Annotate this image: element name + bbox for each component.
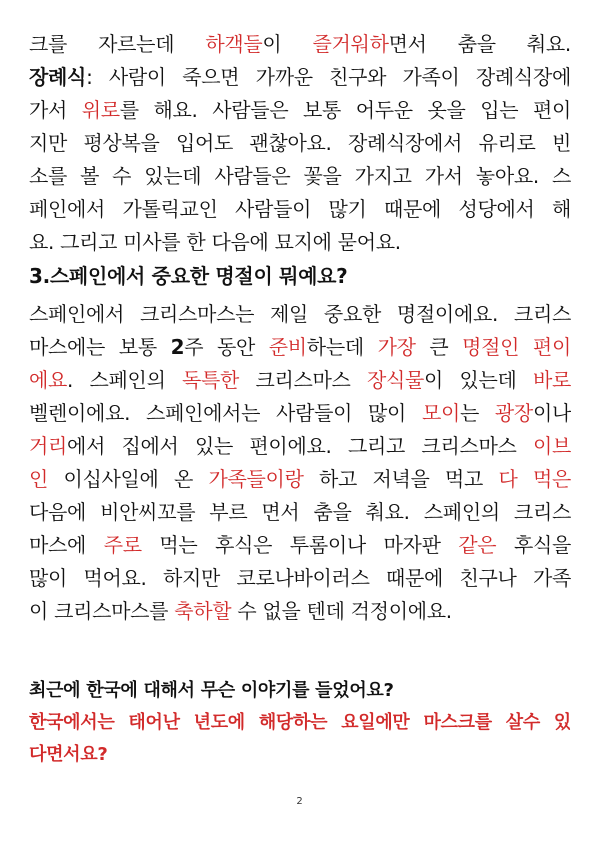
term-funeral: 장례식 [29, 65, 87, 89]
text-line: 많이 먹어요. 하지만 코로나바이러스 때문에 친구나 가족 [29, 566, 571, 590]
page-number: 2 [296, 796, 303, 807]
text-line: 크를 자르는데 하객들이 즐거워하면서 춤을 춰요. [29, 32, 571, 56]
section-heading: 3.스페인에서 중요한 명절이 뭐예요? [29, 264, 348, 288]
text-line: 소를 볼 수 있는데 사람들은 꽃을 가지고 가서 놓아요. 스 [29, 164, 571, 188]
answer-line: 다면서요? [29, 744, 108, 765]
text-line: 가서 위로를 해요. 사람들은 보통 어두운 옷을 입는 편이 [29, 98, 571, 122]
text-line: 마스에 주로 먹는 후식은 투롬이나 마자판 같은 후식을 [29, 533, 571, 557]
text-line: 지만 평상복을 입어도 괜찮아요. 장례식장에서 유리로 빈 [29, 131, 571, 155]
text-line: 장례식: 사람이 죽으면 가까운 친구와 가족이 장례식장에 [29, 65, 571, 89]
text-line: 에요. 스페인의 독특한 크리스마스 장식물이 있는데 바로 [29, 368, 571, 392]
text-line: 요. 그리고 미사를 한 다음에 묘지에 묻어요. [29, 230, 401, 254]
text-line: 인 이십사일에 온 가족들이랑 하고 저녁을 먹고 다 먹은 [29, 467, 571, 491]
answer-line: 한국에서는 태어난 년도에 해당하는 요일에만 마스크를 살수 있 [29, 712, 571, 733]
question-heading: 최근에 한국에 대해서 무슨 이야기를 들었어요? [29, 680, 394, 701]
text-line: 마스에는 보통 2주 동안 준비하는데 가장 큰 명절인 편이 [29, 335, 571, 359]
text-line: 스페인에서 크리스마스는 제일 중요한 명절이에요. 크리스 [29, 302, 571, 326]
text-line: 페인에서 가톨릭교인 사람들이 많기 때문에 성당에서 해 [29, 197, 571, 221]
text-line: 이 크리스마스를 축하할 수 없을 텐데 걱정이에요. [29, 599, 452, 623]
text-line: 벨렌이에요. 스페인에서는 사람들이 많이 모이는 광장이나 [29, 401, 571, 425]
text-line: 다음에 비안씨꼬를 부르 면서 춤을 춰요. 스페인의 크리스 [29, 500, 571, 524]
text-line: 거리에서 집에서 있는 편이에요. 그리고 크리스마스 이브 [29, 434, 571, 458]
